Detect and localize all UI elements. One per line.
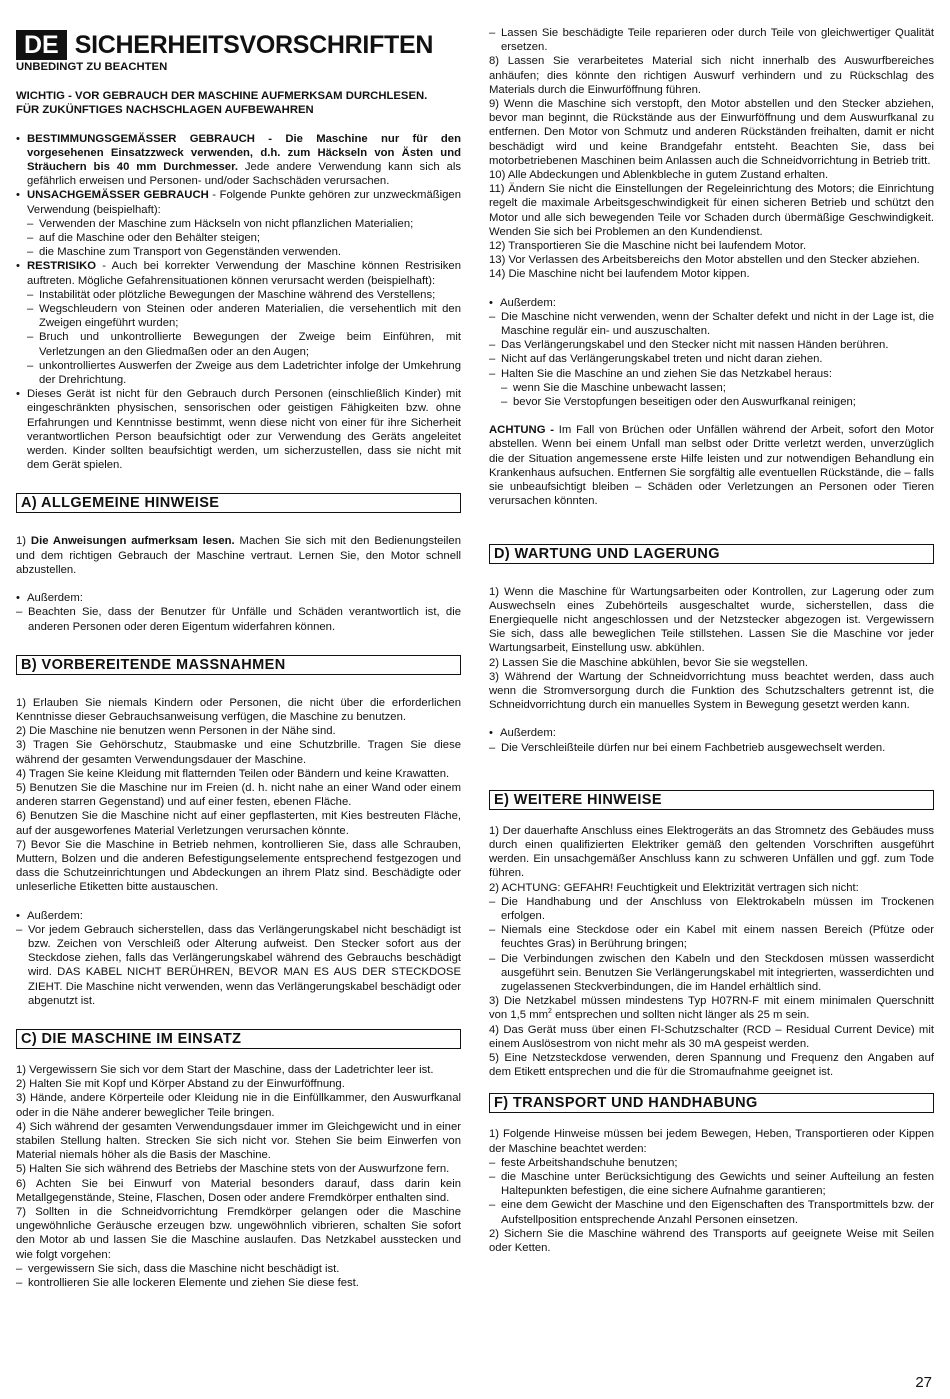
section-f-heading: F) TRANSPORT UND HANDHABUNG	[489, 1093, 934, 1113]
right-column	[489, 26, 934, 1255]
usage-improper: • UNSACHGEMÄSSER GEBRAUCH - Folgende Punkte gehören zur unzweckmäßigen Verwendung (beispielhaft):	[16, 188, 461, 216]
section-b-heading: B) VORBEREITENDE MASSNAHMEN	[16, 655, 461, 675]
section-d-para: 3) Während der Wartung der Schneidvorrichtung muss beachtet werden, dass auch wenn die Stromversorgung durch die Funktion des Schutzschalters getrennt ist, die Schneidvorrichtung durch ein manuelles System in Bewegung gesetzt werden kann.	[489, 670, 934, 712]
subtitle: UNBEDINGT ZU BEACHTEN	[16, 61, 168, 73]
list-item: – die Maschine unter Berücksichtigung des Gewichts und seiner Aufteilung an festen Haltepunkten befestigen, die eine sichere Aufnahme garantieren;	[489, 1170, 934, 1198]
section-c-para: 14) Die Maschine nicht bei laufendem Motor kippen.	[489, 268, 750, 281]
section-b-para: 2) Die Maschine nie benutzen wenn Personen in der Nähe sind.	[16, 725, 336, 738]
usage-persons-note: • Dieses Gerät ist nicht für den Gebrauch durch Personen (einschließlich Kinder) mit eingeschränkten physischen, sensorischen oder geistigen Fähigkeiten bzw. ohne Erfahrungen und Kenntnisse bestimmt, wenn diese nicht von einer für ihre Sicherheit verantwortlichen Person beaufsichtigt oder zur Verwendung des Geräts angeleitet werden. Kinder sollten beaufsichtigt werden, um sicherzustellen, dass sie nicht mit dem Gerät spielen.	[16, 387, 461, 472]
list-item: – Niemals eine Steckdose oder ein Kabel mit einem nassen Bereich (Pfütze oder feuchtes Gras) in Berührung bringen;	[489, 923, 934, 951]
section-e-para: 5) Eine Netzsteckdose verwenden, deren Spannung und Frequenz den Angaben auf dem Etikett entsprechen und die für die Stromaufnahme geeignet ist.	[489, 1051, 934, 1079]
section-c-para: 11) Ändern Sie nicht die Einstellungen der Regeleinrichtung des Motors; die Einrichtung regelt die maximale Arbeitsgeschwindigkeit für einen sicheren Betrieb und schützt den Motor und alle sich bewegenden Teile vor Schaden durch übermäßige Geschwindigkeit. Wenden Sie sich bei Problemen an den Kundendienst.	[489, 183, 934, 238]
list-item: – Halten Sie die Maschine an und ziehen Sie das Netzkabel heraus:	[489, 367, 934, 381]
section-f-para: 2) Sichern Sie die Maschine während des Transports auf geeignete Weise mit Seilen oder Ketten.	[489, 1227, 934, 1255]
section-b-para: 6) Benutzen Sie die Maschine nicht auf einer gepflasterten, mit Kies bestreuten Fläche, auf der ausgeworfenes Material Verletzungen verursachen könnte.	[16, 810, 461, 837]
usage-residual-risk: • RESTRISIKO - Auch bei korrekter Verwendung der Maschine können Restrisiken auftreten. Mögliche Gefahrensituationen können verursacht werden (beispielhaft):	[16, 259, 461, 287]
section-e-heading: E) WEITERE HINWEISE	[489, 790, 934, 810]
list-item: – Lassen Sie beschädigte Teile reparieren oder durch Teile von gleichwertiger Qualität ersetzen.	[489, 26, 934, 54]
list-item: – Das Verlängerungskabel und den Stecker nicht mit nassen Händen berühren.	[489, 338, 934, 352]
intro-line-1: WICHTIG - VOR GEBRAUCH DER MASCHINE AUFMERKSAM DURCHLESEN.	[16, 90, 428, 103]
section-c-para: 8) Lassen Sie verarbeitetes Material sich nicht innerhalb des Auswurfbereiches anhäufen; dies könnte den richtigen Auswurf verhindern und zu Rückschlag des Materials durch die Einwurföffnung führen.	[489, 55, 934, 96]
section-a-heading: A) ALLGEMEINE HINWEISE	[16, 493, 461, 513]
section-b-also: • Außerdem:	[16, 909, 461, 923]
section-c-para: 4) Sich während der gesamten Verwendungsdauer immer im Gleichgewicht und in einer stabilen Stellung halten. Strecken Sie sich nicht vor. Stehen Sie beim Einwerfen von Material niemals höher als die Basis der Maschine.	[16, 1120, 461, 1162]
list-item: – Wegschleudern von Steinen oder anderen Materialien, die versehentlich mit den Zweigen eingeführt wurden;	[27, 302, 461, 330]
list-item: – die Maschine zum Transport von Gegenständen verwenden.	[27, 245, 461, 259]
section-d-heading: D) WARTUNG UND LAGERUNG	[489, 544, 934, 564]
section-c-para: 9) Wenn die Maschine sich verstopft, den Motor abstellen und den Stecker abziehen, bevor man beginnt, die Rückstände aus der Einwurföffnung und dem Auswurfkanal zu entfernen. Den Motor von Schmutz und anderen Rückständen freihalten, damit er nicht beschädigt wird und keine Brandgefahr entsteht. Beachten Sie, dass bei motorbetriebenen Maschinen beim Anlassen auch die Schneidvorrichtung in Betrieb tritt.	[489, 98, 934, 167]
section-c-para: 12) Transportieren Sie die Maschine nicht bei laufendem Motor.	[489, 240, 807, 253]
section-c-para: 3) Hände, andere Körperteile oder Kleidung nie in die Einfüllkammer, den Auswurfkanal oder in die Nähe anderer beweglicher Teile bringen.	[16, 1092, 461, 1119]
section-e-para: 3) Die Netzkabel müssen mindestens Typ H07RN-F mit einem minimalen Querschnitt von 1,5 $mm^2$ entsprechen und sollten nicht länger als 25 m sein.	[489, 995, 934, 1022]
list-item: – eine dem Gewicht der Maschine und den Eigenschaften des Transportmittels bzw. der Aufstellposition entsprechende Anzahl Personen einsetzen.	[489, 1198, 934, 1226]
section-b-para: 3) Tragen Sie Gehörschutz, Staubmaske und eine Schutzbrille. Tragen Sie diese während der gesamten Verwendungsdauer der Maschine.	[16, 739, 461, 766]
list-item: – Bruch und unkontrollierte Bewegungen der Zweige beim Einführen, mit Verletzungen an den Gliedmaßen oder an den Augen;	[27, 330, 461, 358]
section-e-para: 2) ACHTUNG: GEFAHR! Feuchtigkeit und Elektrizität vertragen sich nicht:	[489, 881, 859, 894]
list-item: – Instabilität oder plötzliche Bewegungen der Maschine während des Verstellens;	[27, 288, 461, 302]
left-column	[16, 26, 461, 1290]
section-b-para: 4) Tragen Sie keine Kleidung mit flatternden Teilen oder Bändern und keine Krawatten.	[16, 767, 450, 780]
section-a-para-1: 1) Die Anweisungen aufmerksam lesen. Machen Sie sich mit den Bedienungsteilen und dem richtigen Gebrauch der Maschine vertraut. Lernen Sie, den Motor schnell abzustellen.	[16, 535, 462, 576]
list-item: – auf die Maschine oder den Behälter steigen;	[27, 231, 461, 245]
section-d-para: 2) Lassen Sie die Maschine abkühlen, bevor Sie sie wegstellen.	[489, 656, 809, 669]
section-d-para: 1) Wenn die Maschine für Wartungsarbeiten oder Kontrollen, zur Lagerung oder zum Auswechseln eines Zubehörteils ausgeschaltet wurde, sicherstellen, dass die Energiequelle nicht angeschlossen und der Netzstecker abgezogen ist. Vergewissern Sie sich, dass alle beweglichen Teile stillstehen. Lassen Sie die Maschine vor jeder Wartungsarbeit, Einstellung usw. abkühlen.	[489, 585, 934, 655]
section-e-para: 1) Der dauerhafte Anschluss eines Elektrogeräts an das Stromnetz des Gebäudes muss durch einen qualifizierten Elektriker gemäß den geltenden Vorschriften ausgeführt werden. Ein unsachgemäßer Anschluss kann zu schweren Unfällen und ggf. zum Tode führen.	[489, 824, 934, 880]
list-item: – unkontrolliertes Auswerfen der Zweige aus dem Ladetrichter infolge der Umkehrung der Drehrichtung.	[27, 359, 461, 387]
list-item: – bevor Sie Verstopfungen beseitigen oder den Auswurfkanal reinigen;	[489, 395, 934, 409]
section-c-para: 10) Alle Abdeckungen und Ablenkbleche in gutem Zustand erhalten.	[489, 169, 829, 182]
section-c-para: 6) Achten Sie bei Einwurf von Material besonders darauf, dass darin kein Metallgegenstände, Steine, Flaschen, Dosen oder andere Fremdkörper enthalten sind.	[16, 1177, 461, 1204]
section-a-also: • Außerdem:	[16, 591, 461, 605]
section-d-also: • Außerdem:	[489, 726, 934, 740]
section-c-para: 13) Vor Verlassen des Arbeitsbereichs den Motor abstellen und den Stecker abziehen.	[489, 254, 920, 267]
section-c-para: 5) Halten Sie sich während des Betriebs der Maschine stets von der Auswurfzone fern.	[16, 1163, 450, 1176]
section-c-para: 7) Sollten in die Schneidvorrichtung Fremdkörper gelangen oder die Maschine ungewöhnliche Geräusche erzeugen bzw. ungewöhnlich vibrieren, schalten Sie sofort den Motor ab und lassen Sie die Maschine auslaufen. Das Netzkabel ausstecken und wie folgt vorgehen:	[16, 1206, 461, 1261]
page-number: 27	[915, 1374, 932, 1391]
list-item: – Vor jedem Gebrauch sicherstellen, dass das Verlängerungskabel nicht beschädigt ist bzw. Zeichen von Verschleiß oder Alterung aufweist. Den Stecker sofort aus der Steckdose ziehen, falls das Verlängerungskabel während des Gebrauchs beschädigt wird. DAS KABEL NICHT BERÜHREN, BEVOR MAN ES AUS DER STECKDOSE ZIEHT. Die Maschine nicht verwenden, wenn das Verlängerungskabel beschädigt oder abgenutzt ist.	[16, 923, 461, 1008]
list-item: – Beachten Sie, dass der Benutzer für Unfälle und Schäden verantwortlich ist, die anderen Personen oder deren Eigentum widerfahren können.	[16, 605, 461, 633]
section-c-heading: C) DIE MASCHINE IM EINSATZ	[16, 1029, 461, 1049]
list-item: – kontrollieren Sie alle lockeren Elemente und ziehen Sie diese fest.	[16, 1276, 461, 1290]
section-c-also: • Außerdem:	[489, 296, 934, 310]
section-c-para: 1) Vergewissern Sie sich vor dem Start der Maschine, dass der Ladetrichter leer ist.	[16, 1063, 434, 1076]
section-b-para: 5) Benutzen Sie die Maschine nur im Freien (d. h. nicht nahe an einer Wand oder einem anderen starren Gegenstand) und auf einer festen, ebenen Fläche.	[16, 781, 461, 809]
page-title: SICHERHEITSVORSCHRIFTEN	[74, 31, 434, 59]
section-b-para: 1) Erlauben Sie niemals Kindern oder Personen, die nicht über die erforderlichen Kenntnisse dieser Gebrauchsanweisung verfügen, die Maschine zu benutzen.	[16, 696, 461, 723]
list-item: – Die Maschine nicht verwenden, wenn der Schalter defekt und nicht in der Lage ist, die Maschine regulär ein- und auszuschalten.	[489, 310, 934, 338]
section-f-para: 1) Folgende Hinweise müssen bei jedem Bewegen, Heben, Transportieren oder Kippen der Maschine beachtet werden:	[489, 1128, 934, 1155]
language-badge: DE	[16, 30, 67, 60]
list-item: – Die Handhabung und der Anschluss von Elektrokabeln müssen im Trockenen erfolgen.	[489, 895, 934, 923]
usage-intended: • BESTIMMUNGSGEMÄSSER GEBRAUCH - Die Maschine nur für den vorgesehenen Einsatzzweck verwenden, d.h. zum Häckseln von Ästen und Sträuchern bis 40 mm Durchmesser. Jede andere Verwendung kann sich als gefährlich erweisen und Personen- und/oder Sachschäden verursachen.	[16, 132, 461, 189]
main-title	[16, 26, 461, 60]
section-c-para: 2) Halten Sie mit Kopf und Körper Abstand zu der Einwurföffnung.	[16, 1078, 345, 1091]
list-item: – Verwenden der Maschine zum Häckseln von nicht pflanzlichen Materialien;	[27, 217, 461, 231]
list-item: – feste Arbeitshandschuhe benutzen;	[489, 1156, 934, 1170]
list-item: – vergewissern Sie sich, dass die Maschine nicht beschädigt ist.	[16, 1262, 461, 1276]
list-item: – Die Verbindungen zwischen den Kabeln und den Steckdosen müssen wasserdicht ausgeführt sein. Benutzen Sie Verlängerungskabel mit integrierten, wasserdichten und zugelassenen Steckverbindungen, die im Handel erhältlich sind.	[489, 952, 934, 995]
intro-line-2: FÜR ZUKÜNFTIGES NACHSCHLAGEN AUFBEWAHREN	[16, 104, 314, 117]
section-e-para: 4) Das Gerät muss über einen FI-Schutzschalter (RCD – Residual Current Device) mit einem Auslösestrom von nicht mehr als 30 mA gespeist werden.	[489, 1023, 934, 1050]
list-item: – Nicht auf das Verlängerungskabel treten und nicht daran ziehen.	[489, 352, 934, 366]
section-b-para: 7) Bevor Sie die Maschine in Betrieb nehmen, kontrollieren Sie, dass alle Schrauben, Muttern, Bolzen und die anderen Befestigungselemente entsprechend festgezogen und dass die Schutzeinrichtungen und Abdeckungen an ihrem Platz sind. Beschädigte oder unleserliche Etiketten bitte austauschen.	[16, 838, 461, 894]
list-item: – wenn Sie die Maschine unbewacht lassen;	[489, 381, 934, 395]
warning-paragraph: ACHTUNG - Im Fall von Brüchen oder Unfällen während der Arbeit, sofort den Motor abstellen. Wenn bei einem Unfall man selbst oder Dritte verletzt werden, unverzüglich die der Situation angemessene erste Hilfe leisten und zur notwendigen Behandlung ein Krankenhaus aufsuchen. Entfernen Sie sorgfältig alle eventuellen Rückstände, die – falls sie unbeaufsichtigt bleiben – Schäden oder Verletzungen an Personen oder Tieren verursachen könnten.	[489, 424, 934, 508]
list-item: – Die Verschleißteile dürfen nur bei einem Fachbetrieb ausgewechselt werden.	[489, 741, 934, 755]
